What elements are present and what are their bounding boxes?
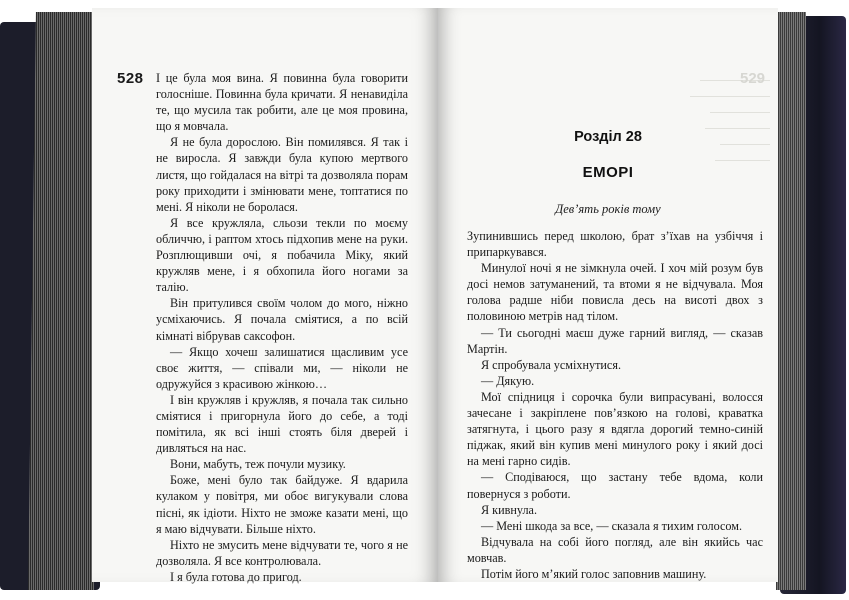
paragraph: Мої спідниця і сорочка були випрасувані, волосся зачесане і закріплене пов’язкою на голові, краватка затягнута, і цього разу я вдягла дорогий темно-синій піджак, який він купив мені минулого року і який досі на мені гарно сидів.: [467, 389, 763, 469]
chapter-label: Розділ 28: [574, 129, 642, 145]
paragraph: — Сподіваюся, що застану тебе вдома, коли повернуся з роботи.: [467, 470, 763, 501]
paragraph: — Ти сьогодні маєш дуже гарний вигляд, — сказав Мартін.: [467, 325, 763, 356]
paragraph: І це була моя вина. Я повинна була говорити голосніше. Повинна була кричати. Я ненавиділа те, що мусила так робити, але це моя провина, що я мовчала.: [156, 71, 408, 134]
paragraph: Він притулився своїм чолом до мого, ніжно усміхаючись. Я почала сміятися, а по всій кімнаті вібрував саксофон.: [156, 296, 408, 343]
paragraph: Зупинившись перед школою, брат з’їхав на узбіччя і припаркувався.: [467, 229, 763, 260]
page-number-right: 529: [740, 70, 766, 87]
left-page-text: [156, 70, 408, 585]
page-number-left: 528: [117, 70, 144, 87]
bleed-through-line: [690, 96, 770, 97]
paragraph: Відчувала на собі його погляд, але він якийсь час мовчав.: [467, 534, 763, 565]
chapter-subtitle: Дев’ять років тому: [555, 202, 661, 216]
paragraph: — Мені шкода за все, — сказала я тихим голосом.: [481, 518, 743, 533]
bleed-through-line: [715, 160, 770, 161]
paragraph: Ніхто не змусить мене відчувати те, чого я не дозволяла. Я все контролювала.: [156, 537, 408, 568]
paragraph: Вони, мабуть, теж почули музику.: [170, 457, 346, 472]
chapter-title: ЕМОРІ: [582, 164, 634, 181]
paragraph: Я спробувала усміхнутися.: [481, 357, 621, 372]
right-page-text: [467, 228, 763, 582]
paragraph: — Дякую.: [481, 373, 535, 388]
paragraph: Минулої ночі я не зімкнула очей. І хоч мій розум був досі немов затуманений, та втоми я не відчувала. Моя голова радше ніби повисла десь на висоті двох з половиною метрів над тілом.: [467, 261, 763, 324]
page-edges-left: [28, 12, 94, 590]
paragraph: Боже, мені було так байдуже. Я вдарила кулаком у повітря, ми обоє вигукували слова пісні, як ідіоти. Ніхто не зможе казати мені, що я маю відчувати. Більше ніхто.: [156, 473, 408, 536]
paragraph: І я була готова до пригод.: [170, 569, 302, 584]
paragraph: Я кивнула.: [481, 502, 537, 517]
paragraph: Потім його м’який голос заповнив машину.: [481, 566, 707, 581]
paragraph: Я не була дорослою. Він помилявся. Я так і не виросла. Я завжди була купою мертвого листя, що гойдалася на вітрі та дозволяла порам року приходити і змінювати мене, топтатися по мені. Я ніколи не боролася.: [156, 135, 408, 214]
paragraph: Я все кружляла, сльози текли по моєму обличчю, і раптом хтось підхопив мене на руки. Розплющивши очі, я побачила Міку, який кружляв мене, і я обхопила його ногами за талію.: [156, 215, 408, 295]
paragraph: — Якщо хочеш залишатися щасливим усе своє життя, — співали ми, — ніколи не одружуйся з красивою жінкою…: [156, 344, 408, 391]
page-edges-right: [776, 12, 806, 590]
bleed-through-line: [710, 112, 770, 113]
paragraph: І він кружляв і кружляв, я почала так сильно сміятися і пригорнула його до себе, а тоді помітила, як всі інші стоять біля дверей і дивляться на нас.: [156, 392, 408, 456]
